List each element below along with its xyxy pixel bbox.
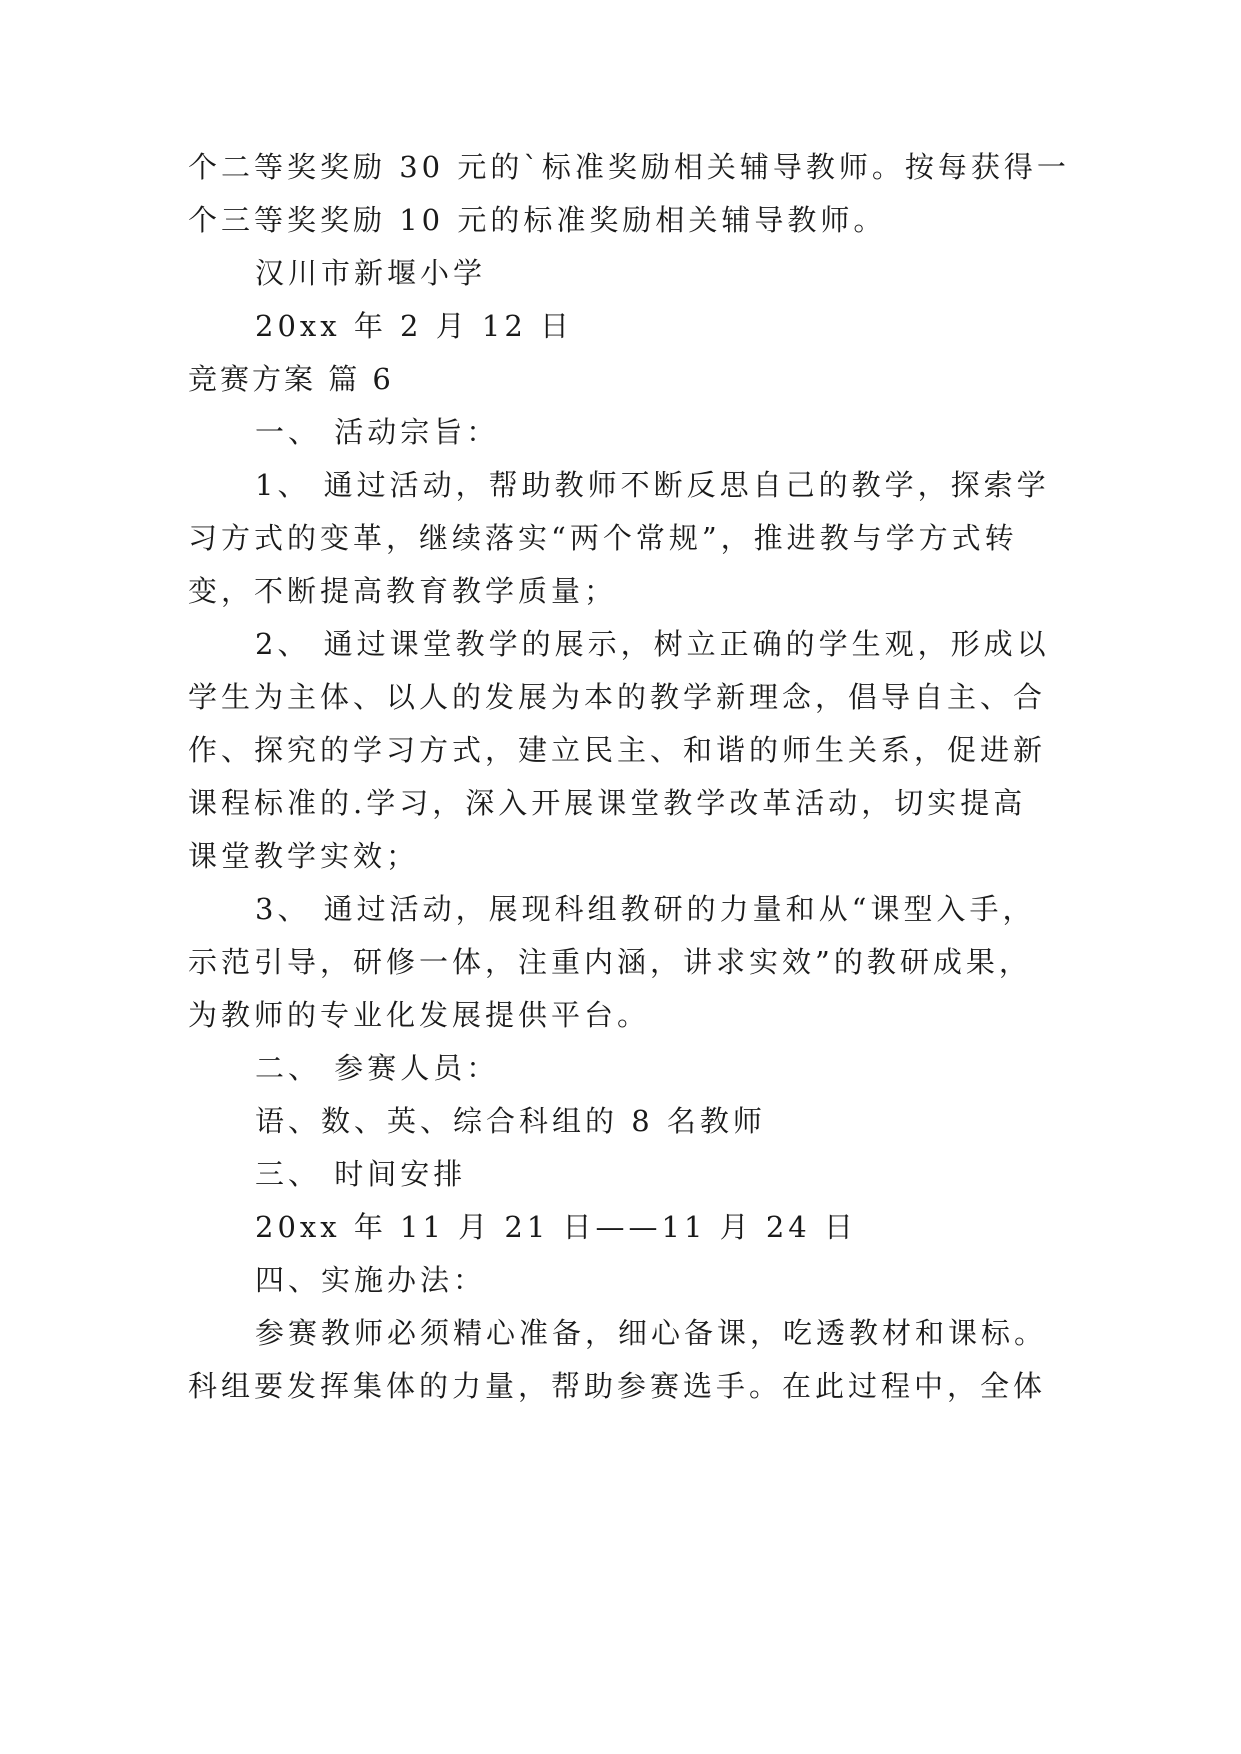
signature-date: 20xx 年 2 月 12 日 — [255, 309, 574, 343]
body-line: 课程标准的.学习，深入开展课堂教学改革活动，切实提高 — [188, 786, 1027, 820]
body-line: 课堂教学实效； — [188, 839, 420, 873]
subheading: 二、 参赛人员： — [255, 1051, 500, 1085]
body-line: 习方式的变革，继续落实“两个常规”，推进教与学方式转 — [188, 521, 1018, 555]
body-line: 个三等奖奖励 10 元的标准奖励相关辅导教师。 — [188, 203, 887, 237]
body-line: 语、数、英、综合科组的 8 名教师 — [255, 1104, 766, 1138]
body-line: 学生为主体、以人的发展为本的教学新理念，倡导自主、合 — [188, 680, 1047, 714]
body-line: 参赛教师必须精心准备，细心备课，吃透教材和课标。 — [255, 1316, 1048, 1350]
subheading: 三、 时间安排 — [255, 1157, 467, 1191]
subheading: 一、 活动宗旨： — [255, 415, 500, 449]
body-line: 1、 通过活动，帮助教师不断反思自己的教学，探索学 — [255, 468, 1050, 502]
body-line: 2、 通过课堂教学的展示，树立正确的学生观，形成以 — [255, 627, 1050, 661]
body-line: 科组要发挥集体的力量，帮助参赛选手。在此过程中，全体 — [188, 1369, 1047, 1403]
body-line: 示范引导，研修一体，注重内涵，讲求实效”的教研成果， — [188, 945, 1032, 979]
body-line: 作、探究的学习方式，建立民主、和谐的师生关系，促进新 — [188, 733, 1047, 767]
subheading: 四、实施办法： — [255, 1263, 487, 1297]
body-line: 3、 通过活动，展现科组教研的力量和从“课型入手， — [255, 892, 1036, 926]
body-line: 变，不断提高教育教学质量； — [188, 574, 618, 608]
signature-school: 汉川市新堰小学 — [255, 256, 487, 290]
body-line: 个二等奖奖励 30 元的`标准奖励相关辅导教师。按每获得一 — [188, 150, 1070, 184]
body-line: 为教师的专业化发展提供平台。 — [188, 998, 651, 1032]
section-heading: 竞赛方案 篇 6 — [188, 362, 394, 396]
body-line: 20xx 年 11 月 21 日——11 月 24 日 — [255, 1210, 857, 1244]
